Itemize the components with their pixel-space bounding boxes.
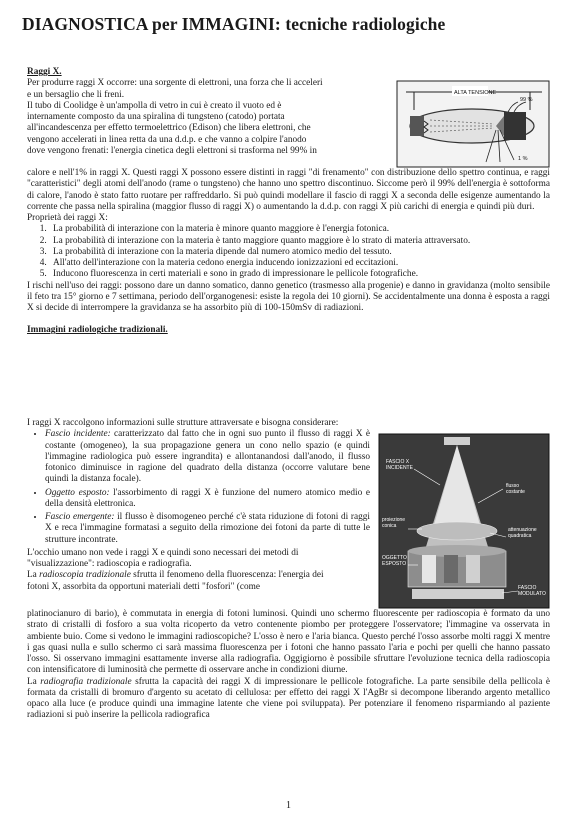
consideration-text: il flusso è disomogeneo perché c'è stata riduzione di fotoni di raggi X e reca l'immagine formatasi a seguito della rimozione dei fotoni da parte di tutte le strutture incontrate. xyxy=(45,512,370,545)
text-fragment: sfrutta la capacità dei raggi X di impressionare le pellicole fotografiche. La parte sensibile della pellicola è formata da cristalli di bromuro d'argento su acetato di cellulosa: per effetto dei raggi X l'AgBr si decompone liberando argento metallico opaco alla luce (e produce quindi una immagine latente che viene poi sviluppata). Per potenziare il fenomeno risparmiando al paziente radiazioni si può inserire la pellicola radiografica xyxy=(27,676,550,721)
eye-line: "visualizzazione": radioscopia e radiografia. xyxy=(27,559,192,569)
text-fragment: sfrutta il fenomeno della fluorescenza: l'energia dei xyxy=(130,570,324,581)
consideration-term: Fascio emergente: xyxy=(45,512,115,522)
fascio-incidente-label: FASCIO X xyxy=(386,459,410,465)
alta-tensione-label: ALTA TENSIONE xyxy=(454,90,497,96)
section-raggi-x-top xyxy=(27,67,385,157)
risks-paragraph: I rischi nell'uso dei raggi: possono dare un danno somatico, danno genetico (trasmesso alla progenie) e danno in gravidanza (molto sensibile il feto tra 15° giorno e 7 settimana, periodo dell'organogenesi: esiste la regola dei 10 giorni). Se accidentalmente una donna è esposta a raggi X si decide di interrompere la gravidanza se ha assorbito più di 100-150mSv di radiazioni. xyxy=(27,280,550,313)
consideration-item xyxy=(45,488,370,511)
intro-line: e un bersaglio che li freni. xyxy=(27,89,125,100)
properties-heading: Proprietà dei raggi X: xyxy=(27,213,108,223)
pct99-label: 99 % xyxy=(520,97,533,103)
x-ray-beam-figure xyxy=(378,433,550,609)
x-ray-beam-diagram xyxy=(378,433,550,609)
text-fragment: La xyxy=(27,570,40,581)
oggetto-esposto-label: ESPOSTO xyxy=(382,561,407,567)
coolidge-tube-diagram xyxy=(396,80,550,168)
coolidge-tube-figure xyxy=(396,80,550,168)
fascio-incidente-label: INCIDENTE xyxy=(386,465,413,471)
consideration-text: l'assorbimento di raggi X è funzione del numero atomico medio e della densità elettronica. xyxy=(45,487,370,509)
page-title: DIAGNOSTICA per IMMAGINI: tecniche radiologiche xyxy=(22,14,446,34)
attenuazione-label: quadratica xyxy=(508,533,532,539)
coolidge-line: internamente composto da una spiralina di tungsteno (catodo) portata xyxy=(27,112,285,122)
flusso-costante-label: flusso xyxy=(506,483,520,489)
coolidge-line: dove vengono frenati: l'energia cinetica degli elettroni si trasforma nel 99% in xyxy=(27,145,317,156)
coolidge-line: vengono accelerati in linea retta da una d.d.p. e che vanno a colpire l'anodo xyxy=(27,134,307,145)
property-item: 4. All'atto dell'interazione con la materia cedono energia inducendo ionizzazioni ed eccitazioni. xyxy=(49,258,550,269)
consideration-item xyxy=(45,512,370,546)
consideration-term: Oggetto esposto: xyxy=(45,487,110,498)
page-number: 1 xyxy=(286,800,291,811)
intro-line: Per produrre raggi X occorre: una sorgente di elettroni, una forza che li acceleri xyxy=(27,78,323,89)
consideration-term: Fascio incidente: xyxy=(45,429,111,440)
coolidge-line xyxy=(27,168,550,213)
property-item: 3. La probabilità di interazione con la materia dipende dal numero atomico medio del tessuto. xyxy=(49,247,550,258)
radiografia-paragraph xyxy=(27,677,550,722)
flusso-costante-label: costante xyxy=(506,489,525,495)
proiezione-conica-label: conica xyxy=(382,523,397,529)
properties-list xyxy=(27,224,550,280)
radioscopia-paragraph: platinocianuro di bario), è commutata in energia di fotoni luminosi. Quindi uno schermo fluorescente per radioscopia è formato da uno strato di cristalli di fosforo a sua volta ricoperto da vetro contenente piombo per proteggere l'osservatore; l'immagine va osservata in ambiente buio. Come si vedono le immagini radioscopiche? L'osso è nero e l'aria bianca. Questo perché l'osso assorbe molti raggi X mentre i gas quasi nulla e sullo schermo ci sarà massima fluorescenza per i fotoni che hanno passato l'aria e pochi per quelli che hanno passato l'osso. Si osservano immagini esattamente inverse alla radiografia. Oggigiorno è possibile sfruttare l'evoluzione tecnica della radioscopia con intensificatore di luminosità che permette di osservare anche in condizioni diurne. xyxy=(27,609,550,676)
eye-line: L'occhio umano non vede i raggi X e quindi sono necessari dei metodi di xyxy=(27,547,299,558)
section-heading-immagini: Immagini radiologiche tradizionali. xyxy=(27,325,168,336)
property-item: 2. La probabilità di interazione con la materia è tanto maggiore quanto maggiore è lo strato di materia attraversato. xyxy=(49,236,550,247)
pct1-label: 1 % xyxy=(518,156,528,162)
section-immagini-top xyxy=(27,418,370,593)
coolidge-line-start: calore e nell'1% in raggi X. xyxy=(27,168,131,178)
proiezione-conica-label: proiezione xyxy=(382,517,406,523)
property-item: 5. Inducono fluorescenza in certi materiali e sono in grado di impressionare le pellicole fotografiche. xyxy=(49,269,550,280)
radioscopia-term: radioscopia tradizionale xyxy=(39,570,131,581)
coolidge-paragraph: Questi raggi X possono essere distinti in raggi "di frenamento" con distribuzione dello spettro continua, e raggi "caratteristici" degli atomi dell'anodo (rame o tungsteno) che hanno uno spettro discontinuo. Siccome però il 99% dell'energia è sottoforma di calore, l'anodo è stato fatto ruotare per raffreddarlo. Si può quindi modellare il fascio di raggi X a seconda delle esigenze aumentando la corrente che passa nella spiralina (maggior flusso di raggi X) o aumentando la d.d.p. con raggi X più carichi di energia e quindi più duri. xyxy=(27,168,551,212)
consideration-text: caratterizzato dal fatto che in ogni suo punto il flusso di raggi X è costante (omogeneo), la sua propagazione genera un cono nello spazio (e quindi l'immagine radiologica può essere ingrandita) e allontanandosi dall'anodo, il flusso fotonico diminuisce in ragione del quadrato della distanza (occorre valutare bene quindi la distanza focale). xyxy=(45,429,371,485)
section-heading-raggi-x: Raggi X. xyxy=(27,67,62,77)
radioscopia-line xyxy=(27,570,370,581)
fascio-modulato-label: FASCIO xyxy=(518,585,537,591)
section2-intro: I raggi X raccolgono informazioni sulle strutture attraversate e bisogna considerare: xyxy=(27,418,339,428)
text-fragment: La xyxy=(27,676,41,687)
fascio-modulato-label: MODULATO xyxy=(518,591,546,597)
section-raggi-x-body xyxy=(27,168,550,337)
consideration-item xyxy=(45,429,370,485)
radioscopia-line: fotoni X, assorbita da opportuni materiali detti "fosfori" (come xyxy=(27,581,260,592)
radiografia-term: radiografia tradizionale xyxy=(40,676,132,687)
considerations-list xyxy=(27,429,370,546)
coolidge-line: all'incandescenza per effetto termoelettrico (Edison) che libera elettroni, che xyxy=(27,123,311,134)
section-immagini-body xyxy=(27,609,550,722)
attenuazione-label: attenuazione xyxy=(508,527,537,533)
oggetto-esposto-label: OGGETTO xyxy=(382,555,407,561)
property-item: 1. La probabilità di interazione con la materia è minore quanto maggiore è l'energia fotonica. xyxy=(49,224,550,235)
coolidge-line: Il tubo di Coolidge è un'ampolla di vetro in cui è creato il vuoto ed è xyxy=(27,100,282,111)
